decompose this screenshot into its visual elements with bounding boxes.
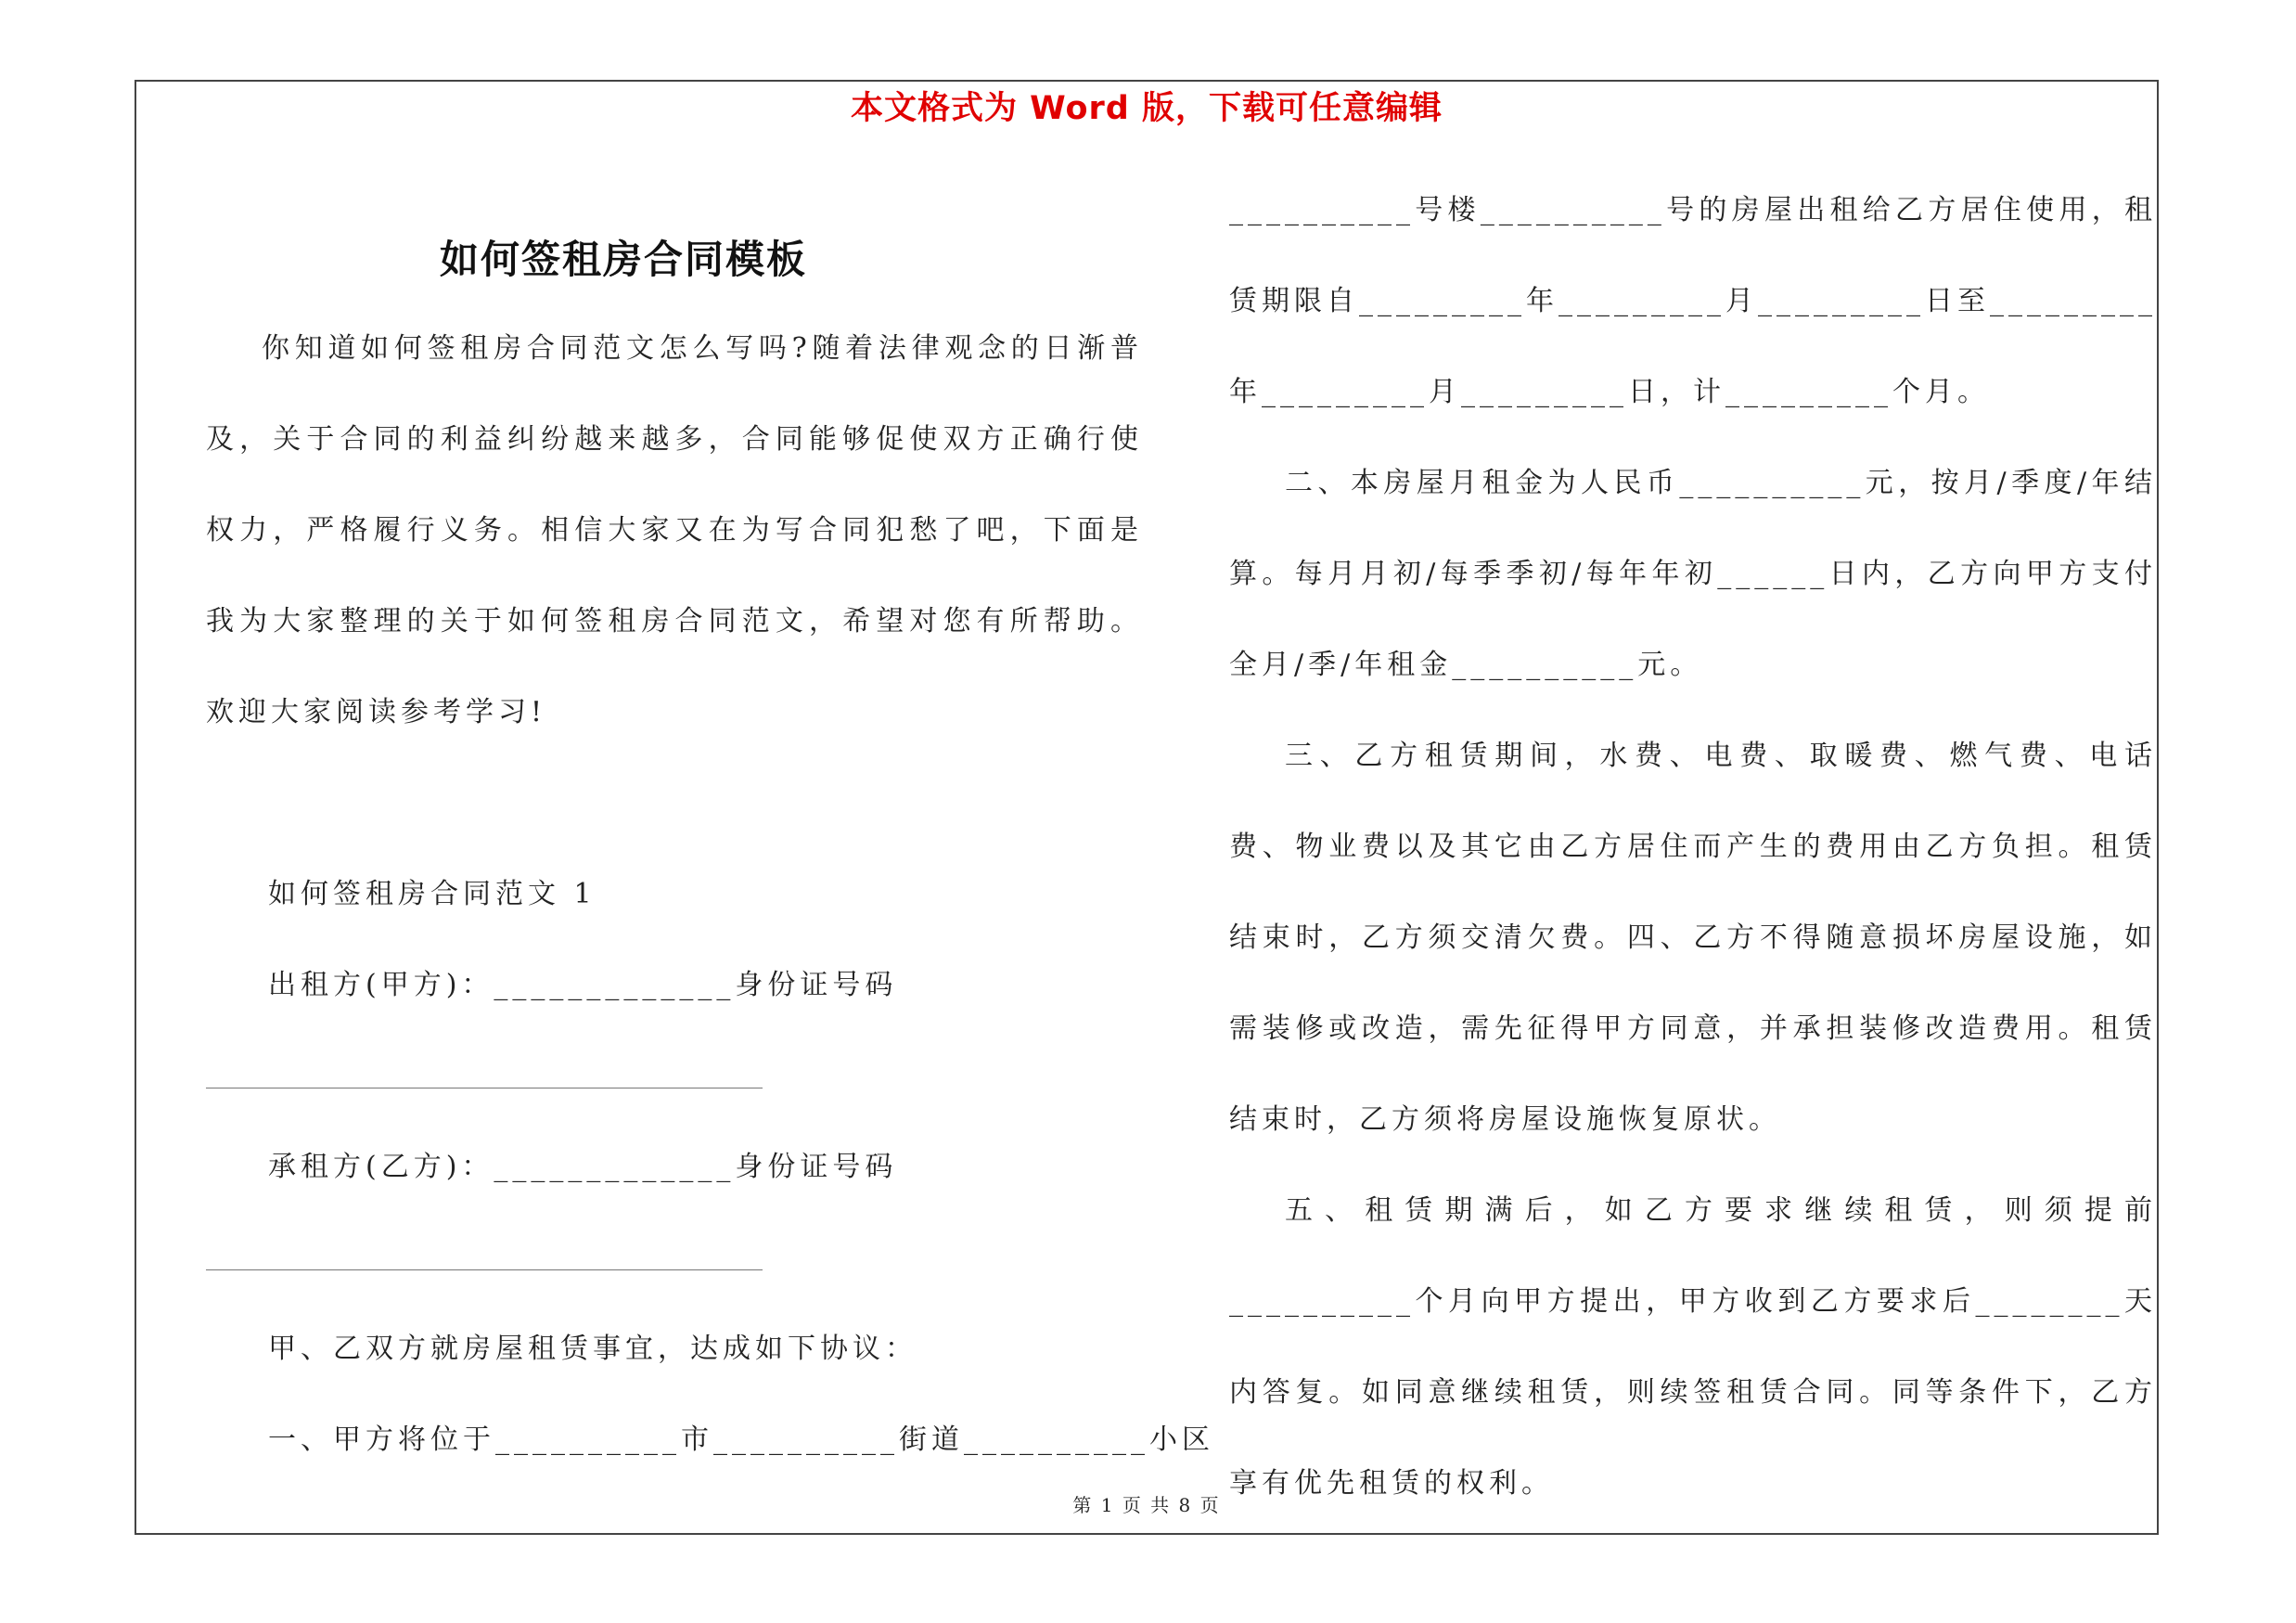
format-notice-banner: 本文格式为 Word 版，下载可任意编辑 xyxy=(850,90,1443,127)
agreement-line: 甲、乙双方就房屋租赁事宜，达成如下协议： xyxy=(268,1333,917,1365)
section-heading: 如何签租房合同范文 1 xyxy=(268,878,596,910)
clause-2-paragraph: 二、本房屋月租金为人民币__________元，按月/季度/年结算。每月月初/每季季初/每年年初______日内，乙方向甲方支付全月/季/年租金__________元。 xyxy=(1229,467,2157,681)
document-title: 如何签租房合同模板 xyxy=(439,237,807,283)
clause-1-line: 一、甲方将位于__________市__________街道__________小区 xyxy=(268,1423,1214,1456)
clause-5-paragraph: 五、租赁期满后，如乙方要求继续租赁，则须提前__________个月向甲方提出，甲方收到乙方要求后________天内答复。如同意继续租赁，则续签租赁合同。同等条件下，乙方享有优先租赁的权利。 xyxy=(1229,1194,2157,1500)
lessor-line: 出租方(甲方)：_____________身份证号码 xyxy=(268,969,898,1001)
intro-paragraph: 你知道如何签租房合同范文怎么写吗?随着法律观念的日渐普及，关于合同的利益纠纷越来越多，合同能够促使双方正确行使权力，严格履行义务。相信大家又在为写合同犯愁了吧，下面是我为大家整理的关于如何签租房合同范文，希望对您有所帮助。欢迎大家阅读参考学习! xyxy=(206,332,1143,728)
lessee-id-blank-line xyxy=(206,1269,763,1270)
lessee-line: 承租方(乙方)：_____________身份证号码 xyxy=(268,1151,898,1183)
clause-1-continued: __________号楼__________号的房屋出租给乙方居住使用，租赁期限自_________年_________月_________日至_________年_________月_________日，计_________个月。 xyxy=(1229,194,2157,408)
page-number-footer: 第 1 页 共 8 页 xyxy=(1072,1494,1221,1516)
clause-3-4-paragraph: 三、乙方租赁期间，水费、电费、取暖费、燃气费、电话费、物业费以及其它由乙方居住而产生的费用由乙方负担。租赁结束时，乙方须交清欠费。四、乙方不得随意损坏房屋设施，如需装修或改造，需先征得甲方同意，并承担装修改造费用。租赁结束时，乙方须将房屋设施恢复原状。 xyxy=(1229,740,2157,1136)
